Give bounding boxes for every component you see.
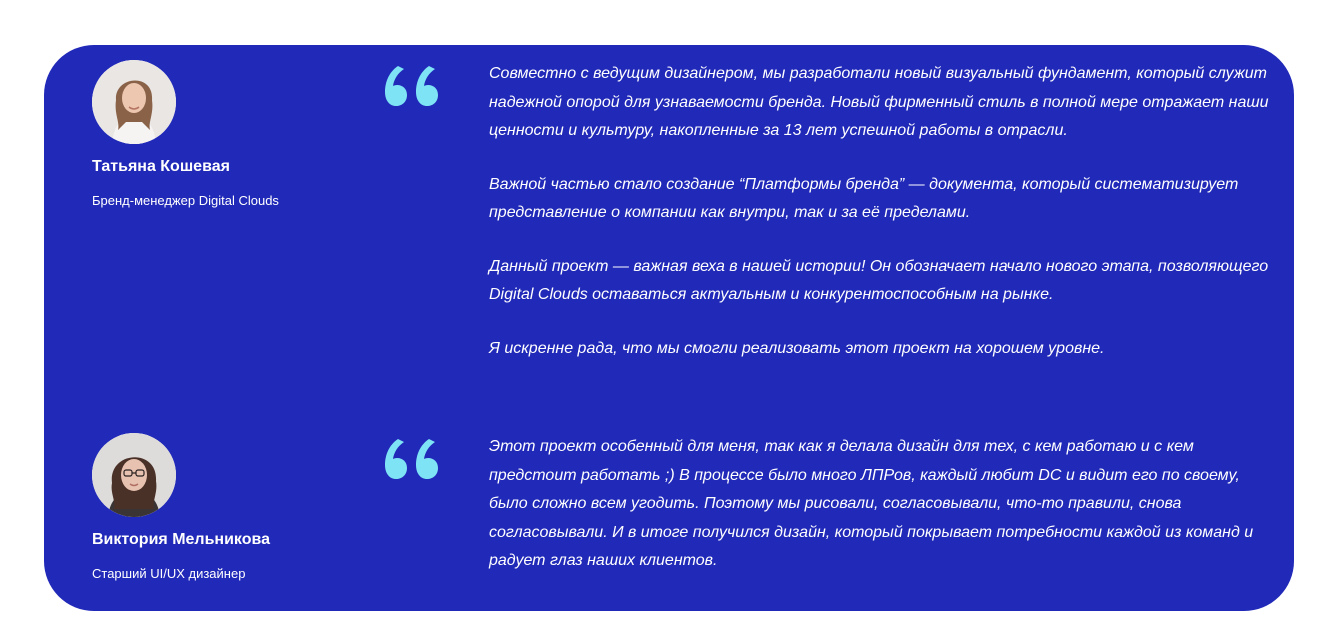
- quote-text: [489, 60, 1269, 363]
- quote-paragraph: Этот проект особенный для меня, так как я делала дизайн для тех, с кем работаю и с кем предстоит работать ;) В процессе было много ЛПРов, каждый любит DC и видит его по своему, было сложно всем угодить. Поэтому мы рисовали, согласовывали, что-то правили, снова согласовывали. И в итоге получился дизайн, который покрывает потребности каждой из команд и радует глаз наших клиентов.: [489, 438, 1254, 569]
- testimonials-card: [44, 45, 1294, 611]
- person-role: Бренд-менеджер Digital Clouds: [92, 193, 279, 208]
- quote-paragraph: Совместно с ведущим дизайнером, мы разработали новый визуальный фундамент, который служит надежной опорой для узнаваемости бренда. Новый фирменный стиль в полной мере отражает наши ценности и культуру, накопленные за 13 лет успешной работы в отрасли.: [489, 65, 1269, 139]
- avatar: [92, 60, 176, 144]
- quote-icon: [384, 435, 444, 481]
- person-role: Старший UI/UX дизайнер: [92, 566, 246, 581]
- quote-paragraph: Данный проект — важная веха в нашей истории! Он обозначает начало нового этапа, позволяющего Digital Clouds оставаться актуальным и конкурентоспособным на рынке.: [489, 257, 1269, 303]
- person-name: Татьяна Кошевая: [92, 158, 230, 175]
- quote-text: [489, 433, 1269, 576]
- avatar: [92, 433, 176, 517]
- quote-paragraph: Важной частью стало создание “Платформы бренда” — документа, который систематизирует представление о компании как внутри, так и за её пределами.: [489, 175, 1239, 221]
- quote-paragraph: Я искренне рада, что мы смогли реализовать этот проект на хорошем уровне.: [489, 339, 1105, 357]
- person-name: Виктория Мельникова: [92, 531, 271, 548]
- quote-icon: [384, 62, 444, 108]
